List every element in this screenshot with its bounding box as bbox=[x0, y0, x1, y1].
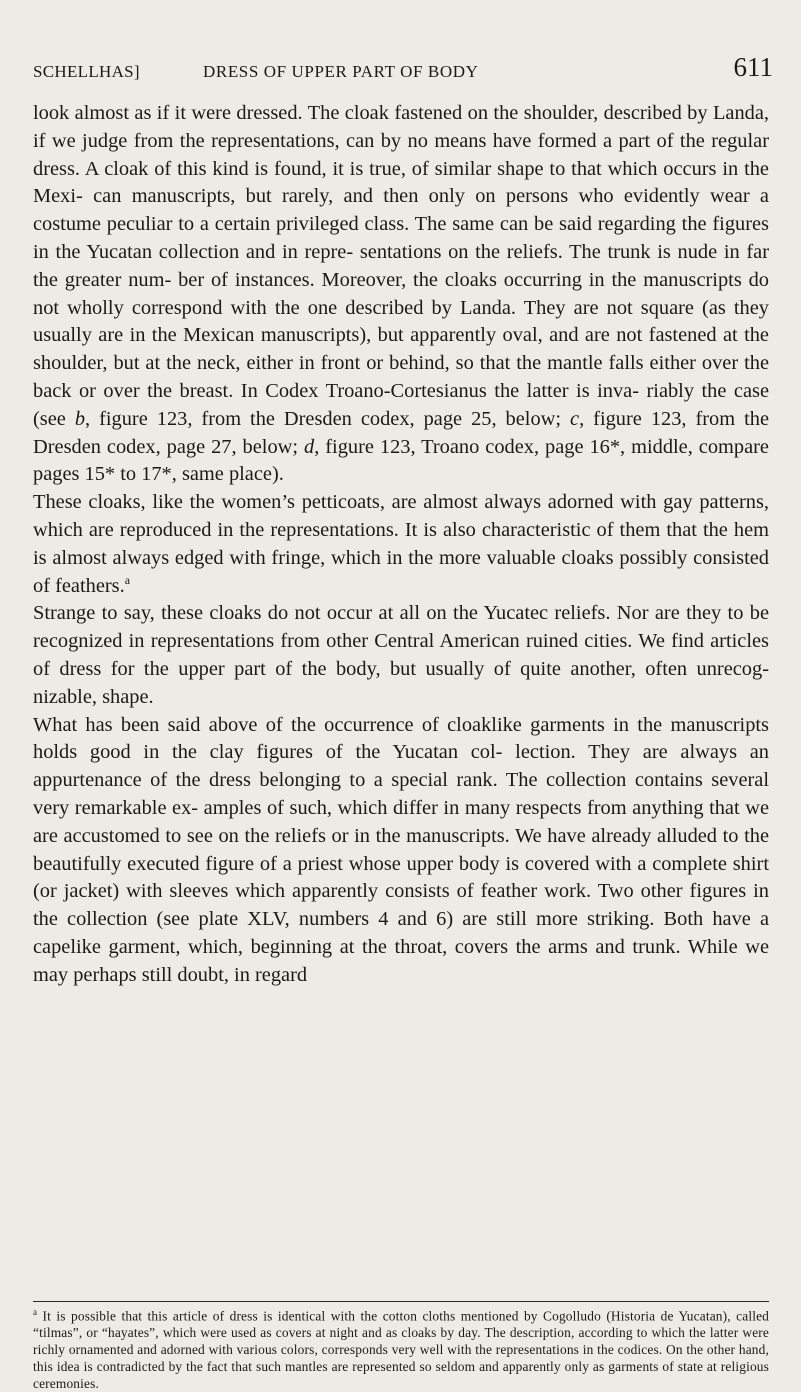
header-author: SCHELLHAS] bbox=[33, 62, 140, 81]
footnote-mark: a bbox=[33, 1307, 38, 1317]
paragraph-4: What has been said above of the occurrence of cloaklike garments in the manuscripts holds good in the clay figures of the Yucatan col- lection. They are always an appurtenance of the dress belonging to a special rank. The collection contains several very remarkable ex- amples of such, which differ in many respects from anything that we are accustomed to see on the reliefs or in the manuscripts. We have already alluded to the beautifully executed figure of a priest whose upper body is covered with a complete shirt (or jacket) with sleeves which apparently consists of feather work. Two other figures in the collection (see plate XLV, numbers 4 and 6) are still more striking. Both have a capelike garment, which, beginning at the throat, covers the arms and trunk. While we may perhaps still doubt, in regard bbox=[33, 713, 769, 986]
running-header bbox=[33, 52, 773, 88]
footnote-text: It is possible that this article of dress is identical with the cotton cloths mentioned by Cogolludo (Historia de Yucatan), called “tilmas”, or “hayates”, which were used as covers at night and as cloaks by day. The description, according to which the latter were richly ornamented and adorned with various colors, corresponds very well with the representations in the codices. On the other hand, this idea is contradicted by the fact that such mantles are represented so seldom and apparently only as garments of state at religious ceremonies. bbox=[33, 1308, 770, 1392]
paragraph-1: look almost as if it were dressed. The cloak fastened on the shoulder, described by Landa, if we judge from the representations, can by no means have formed a part of the regular dress. A cloak of this kind is found, it is true, of similar shape to that which occurs in the Mexi- can manuscripts, but rarely, and then only on persons who evidently wear a costume peculiar to a certain privileged class. The same can be said regarding the figures in the Yucatan collection and in repre- sentations on the reliefs. The trunk is nude in far the greater num- ber of instances. Moreover, the cloaks occurring in the manuscripts do not wholly correspond with the one described by Landa. They are not square (as they usually are in the Mexican manuscripts), but apparently oval, and are not fastened at the shoulder, but at the neck, either in front or behind, so that the mantle falls either over the back or over the breast. In Codex Troano-Cortesianus the latter is inva- riably the case (see b, figure 123, from the Dresden codex, page 25, below; c, figure 123, from the Dresden codex, page 27, below; d, figure 123, Troano codex, page 16*, middle, compare pages 15* to 17*, same place). bbox=[33, 102, 770, 486]
body-text bbox=[33, 100, 769, 990]
footnote bbox=[33, 1304, 769, 1392]
footnote-divider bbox=[33, 1301, 769, 1302]
header-title: DRESS OF UPPER PART OF BODY bbox=[203, 62, 479, 81]
paragraph-3: Strange to say, these cloaks do not occur at all on the Yucatec reliefs. Nor are they to be recognized in representations from other Central American ruined cities. We find articles of dress for the upper part of the body, but usually of quite another, often unrecog- nizable, shape. bbox=[33, 602, 769, 708]
page-number: 611 bbox=[733, 52, 773, 82]
footnote-reference: a bbox=[124, 572, 131, 587]
paragraph-2: These cloaks, like the women’s petticoats, are almost always adorned with gay patterns, which are reproduced in the representations. It is also characteristic of them that the hem is almost always edged with fringe, which in the more valuable cloaks possibly consisted of feathers.$^a$ bbox=[33, 491, 769, 597]
